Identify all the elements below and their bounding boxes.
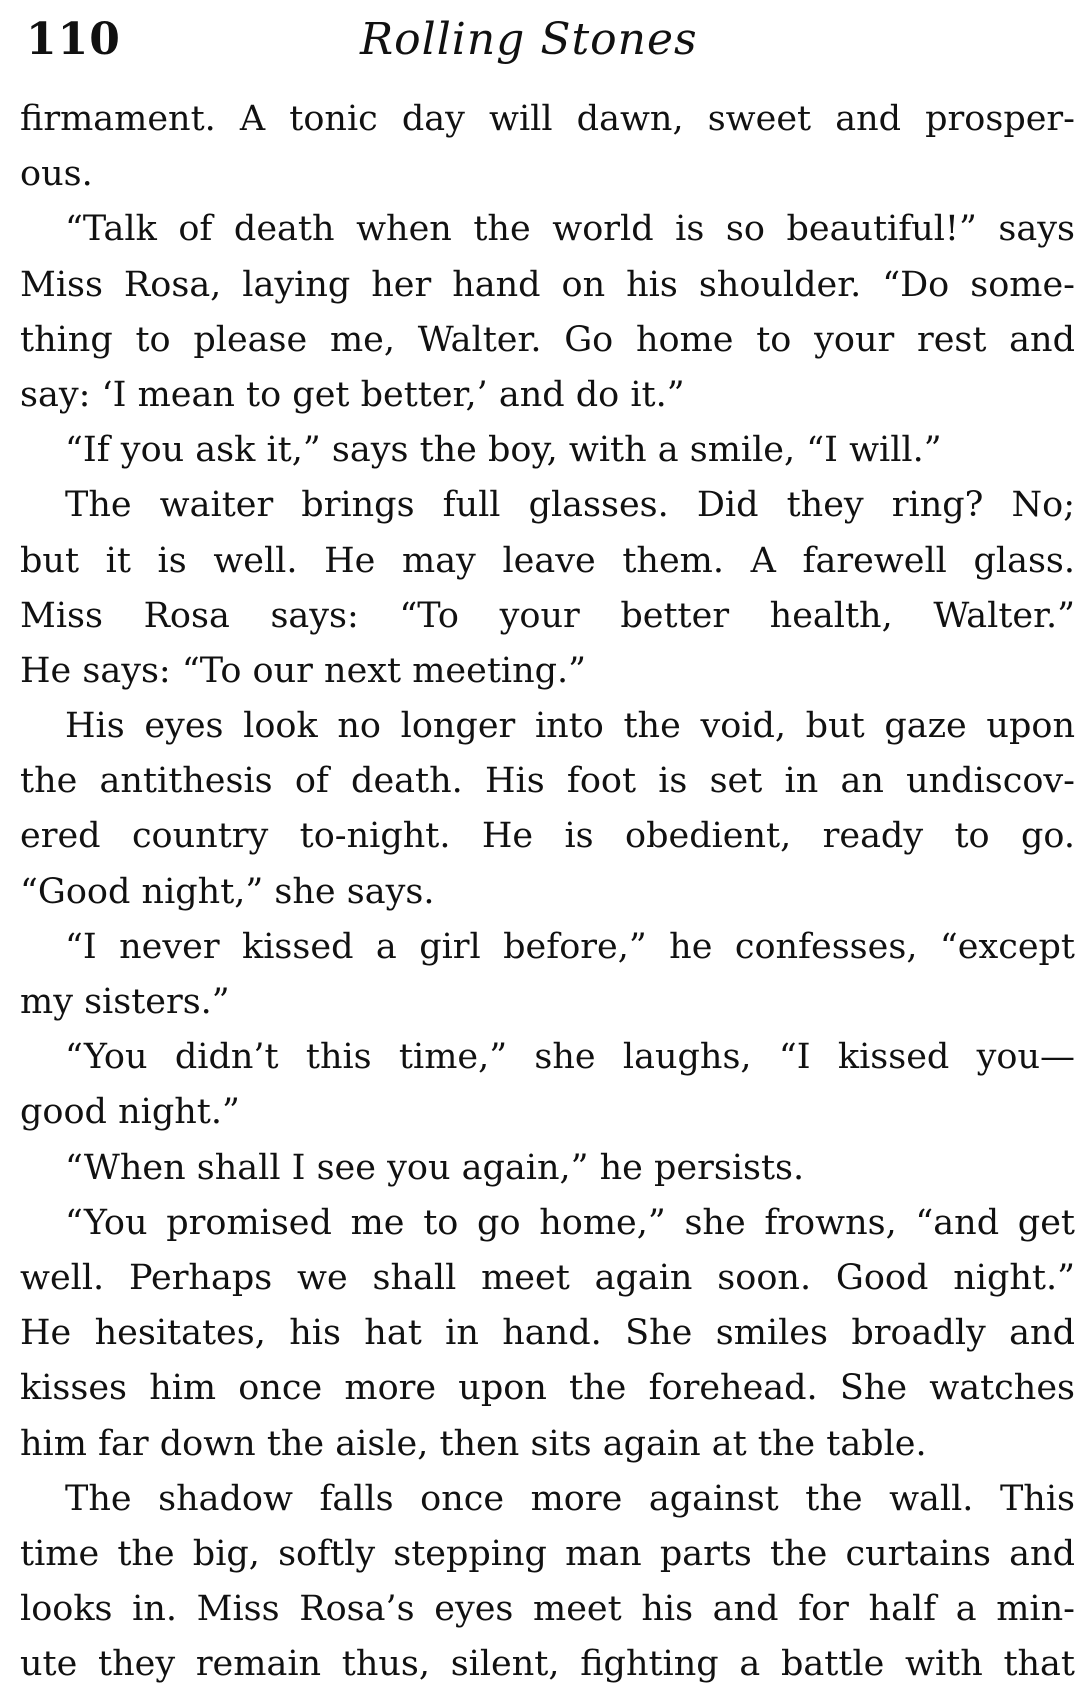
text-line: Miss Rosa, laying her hand on his shoulder. “Do some- <box>20 264 1075 305</box>
text-line: him far down the aisle, then sits again at the table. <box>20 1423 927 1464</box>
text-line: good night.” <box>20 1092 240 1133</box>
text-line: The shadow falls once more against the wall. This <box>65 1478 1075 1519</box>
text-line: looks in. Miss Rosa’s eyes meet his and for half a min- <box>20 1589 1075 1630</box>
running-title: Rolling Stones <box>360 14 698 65</box>
text-line: “Talk of death when the world is so beautiful!” says <box>65 209 1075 250</box>
text-line: thing to please me, Walter. Go home to your rest and <box>20 319 1075 360</box>
text-line: firmament. A tonic day will dawn, sweet and prosper- <box>20 99 1075 139</box>
text-line: The waiter brings full glasses. Did they ring? No; <box>65 485 1075 526</box>
text-line: say: ‘I mean to get better,’ and do it.” <box>20 374 685 415</box>
text-line: my sisters.” <box>20 982 230 1022</box>
text-line: He says: “To our next meeting.” <box>20 650 587 691</box>
text-line: but it is well. He may leave them. A farewell glass. <box>20 540 1075 581</box>
text-line: “You didn’t this time,” she laughs, “I kissed you— <box>65 1037 1075 1078</box>
page-header <box>20 0 1075 92</box>
text-line: the antithesis of death. His foot is set in an undiscov- <box>20 761 1075 802</box>
text-line: “I never kissed a girl before,” he confesses, “except <box>65 926 1075 967</box>
text-line: “If you ask it,” says the boy, with a smile, “I will.” <box>65 430 942 471</box>
text-line: well. Perhaps we shall meet again soon. Good night.” <box>20 1257 1075 1298</box>
text-line: He hesitates, his hat in hand. She smiles broadly and <box>20 1313 1075 1354</box>
text-line: ous. <box>20 154 93 195</box>
text-line: “When shall I see you again,” he persists. <box>65 1147 805 1188</box>
text-line: kisses him once more upon the forehead. She watches <box>20 1368 1075 1409</box>
text-line: “Good night,” she says. <box>20 871 435 912</box>
text-line: His eyes look no longer into the void, but gaze upon <box>65 706 1075 747</box>
text-line: ute they remain thus, silent, fighting a battle with that <box>20 1644 1075 1685</box>
book-page <box>20 0 1075 1692</box>
text-line: “You promised me to go home,” she frowns, “and get <box>65 1202 1075 1243</box>
text-line: Miss Rosa says: “To your better health, Walter.” <box>20 595 1075 636</box>
page-number: 110 <box>26 14 121 65</box>
text-line: ered country to-night. He is obedient, ready to go. <box>20 816 1075 857</box>
body-text <box>20 92 1075 1692</box>
text-line: time the big, softly stepping man parts the curtains and <box>20 1533 1075 1574</box>
